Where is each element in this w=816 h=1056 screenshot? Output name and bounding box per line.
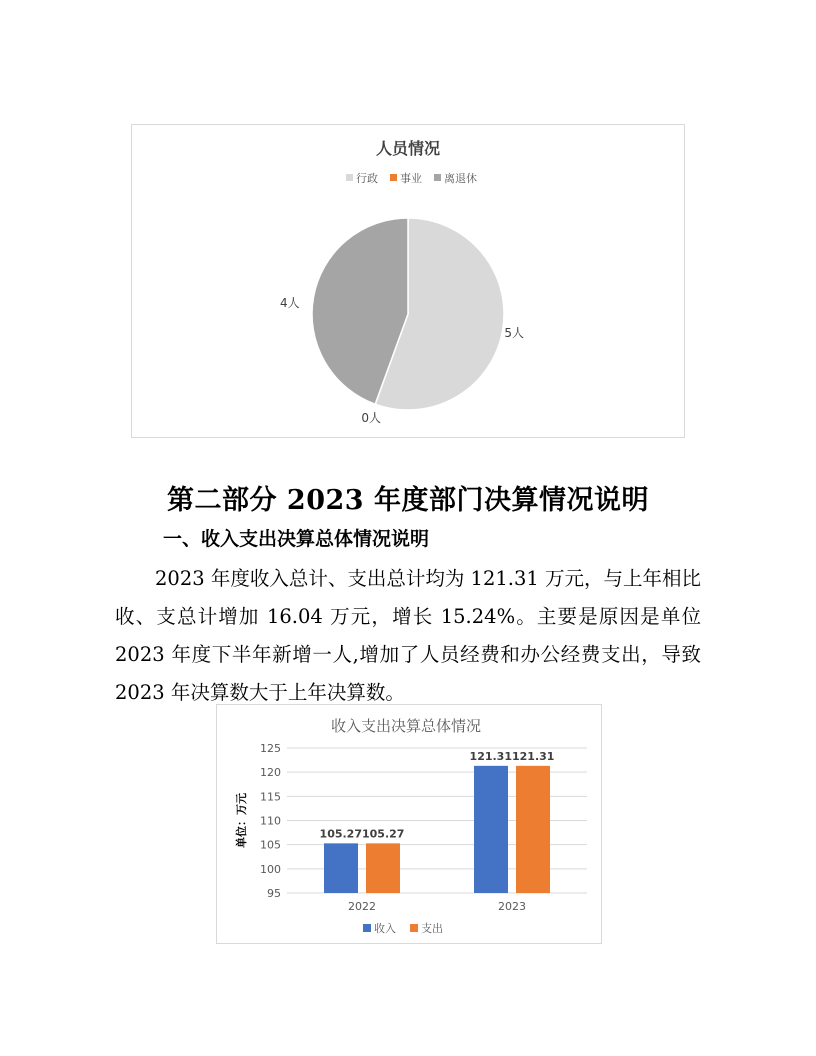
section-subheading: 一、收入支出决算总体情况说明 xyxy=(163,528,430,550)
bar-rect xyxy=(474,766,508,893)
bar-ytick-label: 105 xyxy=(260,838,281,852)
bar-legend-swatch xyxy=(363,924,371,932)
pie-legend-label: 离退休 xyxy=(444,172,477,185)
bar-rect xyxy=(324,843,358,893)
bar-ytick-label: 115 xyxy=(260,790,281,804)
pie-data-label: 5人 xyxy=(504,326,524,341)
pie-chart xyxy=(131,124,685,438)
pie-legend-item xyxy=(390,171,422,185)
bar-rect xyxy=(366,843,400,893)
pie-legend-label: 事业 xyxy=(400,172,422,185)
bar-ylabel: 单位：万元 xyxy=(235,793,248,848)
bar-chart xyxy=(216,704,602,944)
bar-chart-svg xyxy=(217,705,601,943)
pie-legend-swatch xyxy=(434,174,441,181)
bar-data-label: 105.27105.27 xyxy=(319,827,405,841)
pie-legend-swatch xyxy=(346,174,353,181)
bar-rect xyxy=(516,766,550,893)
pie-legend-swatch xyxy=(390,174,397,181)
pie-title: 人员情况 xyxy=(375,139,441,158)
bar-legend-label: 支出 xyxy=(421,922,443,935)
bar-ytick-label: 100 xyxy=(260,862,281,876)
bar-legend-item xyxy=(410,921,443,935)
pie-chart-svg xyxy=(132,125,684,437)
bar-ytick-label: 125 xyxy=(260,742,281,755)
bar-ytick-label: 120 xyxy=(260,766,281,780)
pie-legend-item xyxy=(346,171,378,185)
section-heading: 第二部分 2023 年度部门决算情况说明 xyxy=(167,485,649,516)
bar-legend-label: 收入 xyxy=(374,922,396,935)
pie-data-label: 4人 xyxy=(280,295,300,310)
bar-title: 收入支出决算总体情况 xyxy=(330,717,482,735)
bar-ytick-label: 110 xyxy=(260,814,281,828)
pie-legend-label: 行政 xyxy=(356,172,378,185)
bar-legend-swatch xyxy=(410,924,418,932)
section-paragraph: 2023 年度收入总计、支出总计均为 121.31 万元，与上年相比收、支总计增加 16.04 万元，增长 15.24%。主要是原因是单位 2023 年度下半年新增一人,增加了人员经费和办公经费支出，导致 2023 年决算数大于上年决算数。 xyxy=(115,567,701,704)
bar-category-label: 2023 xyxy=(498,900,526,913)
bar-legend-item xyxy=(363,921,396,935)
pie-legend-item xyxy=(434,171,477,185)
bar-data-label: 121.31121.31 xyxy=(469,749,555,763)
bar-ytick-label: 95 xyxy=(267,887,281,900)
bar-category-label: 2022 xyxy=(348,900,376,913)
pie-data-label: 0人 xyxy=(361,411,381,426)
